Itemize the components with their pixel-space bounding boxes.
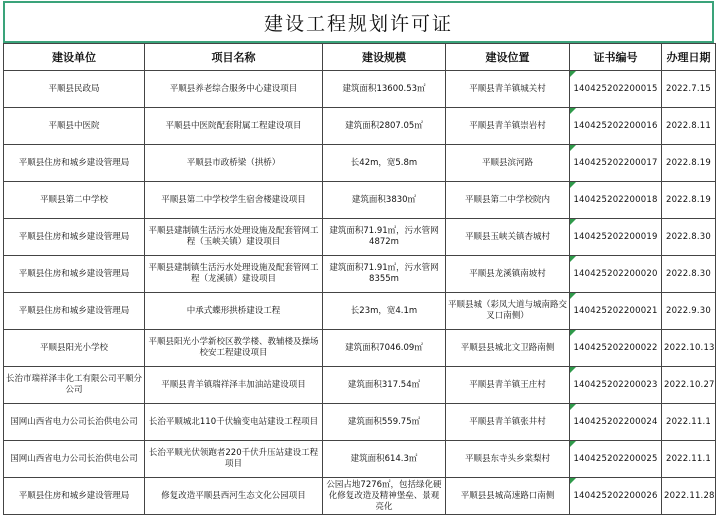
cell-unit: 平顺县住房和城乡建设管理局 xyxy=(4,293,145,330)
cell-scale: 公园占地7276㎡，包括绿化硬化修复改造及精神堡垒、景观亮化 xyxy=(323,478,446,515)
cell-cert: 140425202200018 xyxy=(570,182,662,219)
cell-unit: 平顺县民政局 xyxy=(4,71,145,108)
cell-cert: 140425202200025 xyxy=(570,441,662,478)
table-row xyxy=(4,330,716,367)
cell-cert: 140425202200015 xyxy=(570,71,662,108)
cell-scale: 建筑面积71.91㎡，污水管网4872m xyxy=(323,219,446,256)
cell-cert: 140425202200021 xyxy=(570,293,662,330)
cell-cert: 140425202200016 xyxy=(570,108,662,145)
cell-location: 平顺县滨河路 xyxy=(446,145,570,182)
cell-location: 平顺县第二中学校院内 xyxy=(446,182,570,219)
cell-date: 2022.7.15 xyxy=(662,71,716,108)
cell-project: 修复改造平顺县西河生态文化公园项目 xyxy=(145,478,323,515)
cell-scale: 建筑面积7046.09㎡ xyxy=(323,330,446,367)
header-project: 项目名称 xyxy=(145,44,323,71)
cell-project: 平顺县建制镇生活污水处理设施及配套管网工程（玉峡关镇）建设项目 xyxy=(145,219,323,256)
table-row xyxy=(4,367,716,404)
table-row xyxy=(4,256,716,293)
table-row xyxy=(4,293,716,330)
cell-location: 平顺县城（彩凤大道与城南路交叉口南侧） xyxy=(446,293,570,330)
cell-date: 2022.8.30 xyxy=(662,219,716,256)
permit-table xyxy=(3,43,716,515)
cell-cert: 140425202200020 xyxy=(570,256,662,293)
cell-date: 2022.8.11 xyxy=(662,108,716,145)
cell-date: 2022.9.30 xyxy=(662,293,716,330)
table-row xyxy=(4,71,716,108)
table-row xyxy=(4,145,716,182)
cell-unit: 平顺县住房和城乡建设管理局 xyxy=(4,145,145,182)
cell-project: 中承式蝶形拱桥建设工程 xyxy=(145,293,323,330)
table-row xyxy=(4,441,716,478)
table-row xyxy=(4,478,716,515)
document-title-box xyxy=(3,1,714,43)
cell-location: 平顺县青羊镇城关村 xyxy=(446,71,570,108)
cell-scale: 建筑面积13600.53㎡ xyxy=(323,71,446,108)
cell-project: 平顺县第二中学校学生宿舍楼建设项目 xyxy=(145,182,323,219)
table-row xyxy=(4,108,716,145)
table-header-row xyxy=(4,44,716,71)
table-row xyxy=(4,219,716,256)
cell-location: 平顺县县城北文卫路南侧 xyxy=(446,330,570,367)
cell-scale: 长23m，宽4.1m xyxy=(323,293,446,330)
cell-cert: 140425202200023 xyxy=(570,367,662,404)
cell-scale: 建筑面积614.3㎡ xyxy=(323,441,446,478)
document-title: 建设工程规划许可证 xyxy=(263,12,453,35)
cell-location: 平顺县县城高速路口南侧 xyxy=(446,478,570,515)
cell-unit: 国网山西省电力公司长治供电公司 xyxy=(4,404,145,441)
cell-unit: 平顺县阳光小学校 xyxy=(4,330,145,367)
cell-scale: 长42m，宽5.8m xyxy=(323,145,446,182)
table-row xyxy=(4,182,716,219)
header-location: 建设位置 xyxy=(446,44,570,71)
cell-scale: 建筑面积71.91㎡，污水管网8355m xyxy=(323,256,446,293)
cell-project: 长治平顺城北110千伏输变电站建设工程项目 xyxy=(145,404,323,441)
cell-cert: 140425202200024 xyxy=(570,404,662,441)
header-scale: 建设规模 xyxy=(323,44,446,71)
cell-scale: 建筑面积2807.05㎡ xyxy=(323,108,446,145)
cell-project: 长治平顺光伏领跑者220千伏升压站建设工程项目 xyxy=(145,441,323,478)
cell-unit: 平顺县第二中学校 xyxy=(4,182,145,219)
cell-unit: 国网山西省电力公司长治供电公司 xyxy=(4,441,145,478)
cell-date: 2022.10.27 xyxy=(662,367,716,404)
table-row xyxy=(4,404,716,441)
cell-project: 平顺县青羊镇瑞祥泽丰加油站建设项目 xyxy=(145,367,323,404)
cell-location: 平顺县青羊镇张井村 xyxy=(446,404,570,441)
cell-location: 平顺县东寺头乡棠梨村 xyxy=(446,441,570,478)
cell-unit: 平顺县住房和城乡建设管理局 xyxy=(4,478,145,515)
cell-unit: 平顺县住房和城乡建设管理局 xyxy=(4,219,145,256)
cell-location: 平顺县青羊镇崇岩村 xyxy=(446,108,570,145)
cell-unit: 平顺县中医院 xyxy=(4,108,145,145)
cell-cert: 140425202200022 xyxy=(570,330,662,367)
header-unit: 建设单位 xyxy=(4,44,145,71)
cell-location: 平顺县玉峡关镇杏城村 xyxy=(446,219,570,256)
cell-project: 平顺县中医院配套附属工程建设项目 xyxy=(145,108,323,145)
cell-scale: 建筑面积317.54㎡ xyxy=(323,367,446,404)
cell-project: 平顺县阳光小学新校区教学楼、教辅楼及操场校安工程建设项目 xyxy=(145,330,323,367)
cell-cert: 140425202200017 xyxy=(570,145,662,182)
header-date: 办理日期 xyxy=(662,44,716,71)
cell-date: 2022.8.30 xyxy=(662,256,716,293)
cell-location: 平顺县青羊镇王庄村 xyxy=(446,367,570,404)
cell-unit: 长治市瑞祥泽丰化工有限公司平顺分公司 xyxy=(4,367,145,404)
cell-scale: 建筑面积559.75㎡ xyxy=(323,404,446,441)
cell-cert: 140425202200026 xyxy=(570,478,662,515)
cell-project: 平顺县养老综合服务中心建设项目 xyxy=(145,71,323,108)
cell-project: 平顺县建制镇生活污水处理设施及配套管网工程（龙溪镇）建设项目 xyxy=(145,256,323,293)
cell-date: 2022.11.28 xyxy=(662,478,716,515)
cell-scale: 建筑面积3830㎡ xyxy=(323,182,446,219)
cell-cert: 140425202200019 xyxy=(570,219,662,256)
header-cert: 证书编号 xyxy=(570,44,662,71)
cell-date: 2022.11.1 xyxy=(662,441,716,478)
cell-date: 2022.8.19 xyxy=(662,182,716,219)
cell-location: 平顺县龙溪镇南坡村 xyxy=(446,256,570,293)
table-body xyxy=(4,71,716,515)
cell-date: 2022.11.1 xyxy=(662,404,716,441)
cell-date: 2022.10.13 xyxy=(662,330,716,367)
cell-project: 平顺县市政桥梁（拱桥） xyxy=(145,145,323,182)
cell-date: 2022.8.19 xyxy=(662,145,716,182)
cell-unit: 平顺县住房和城乡建设管理局 xyxy=(4,256,145,293)
